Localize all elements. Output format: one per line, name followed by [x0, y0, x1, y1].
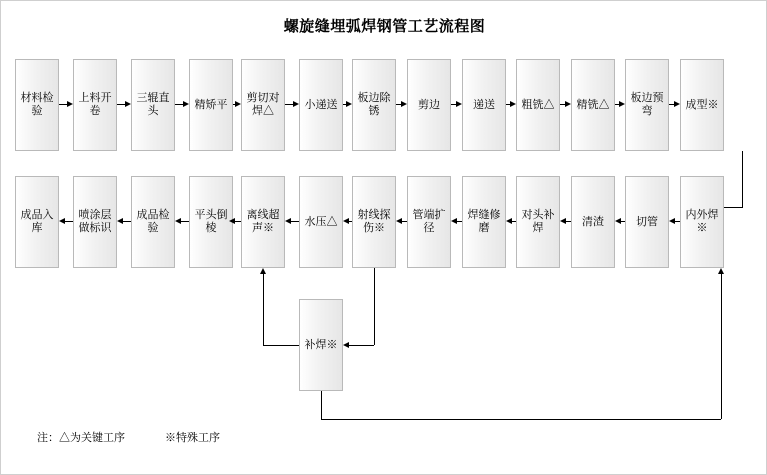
node-label: 上料开卷 — [78, 92, 112, 117]
node-label: 水压△ — [304, 215, 338, 228]
arrowhead — [510, 101, 516, 107]
node-delivery[interactable] — [462, 59, 506, 151]
arrow-r2-7-6 — [349, 221, 352, 222]
node-shear-butt-weld[interactable] — [241, 59, 285, 151]
arrowhead — [560, 218, 566, 224]
arrowhead — [718, 268, 724, 274]
node-finished-product-storage[interactable] — [15, 176, 59, 268]
arrowhead — [285, 218, 291, 224]
node-label: 三辊直头 — [136, 92, 170, 117]
node-pipe-cutting[interactable] — [625, 176, 669, 268]
node-label: 补焊※ — [304, 338, 338, 351]
connector-row1-to-row2-h — [724, 207, 743, 208]
branch-repair-bottom-h — [321, 419, 721, 420]
node-label: 射线探伤※ — [357, 209, 391, 234]
node-uncoiling[interactable] — [73, 59, 117, 151]
node-label: 板边除锈 — [357, 92, 391, 117]
node-label: 材料检验 — [20, 92, 54, 117]
arrowhead — [343, 342, 349, 348]
node-inner-outer-welding[interactable] — [680, 176, 724, 268]
arrowhead — [615, 218, 621, 224]
arrowhead — [175, 218, 181, 224]
arrowhead — [125, 101, 131, 107]
arrowhead — [674, 101, 680, 107]
node-label: 清渣 — [582, 215, 604, 228]
arrow-3-4 — [175, 104, 183, 105]
legend-key-process: △为关键工序 — [59, 432, 125, 444]
node-precision-leveling[interactable] — [189, 59, 233, 151]
legend-special-process: ※特殊工序 — [165, 432, 220, 444]
branch-rt-down — [374, 268, 375, 345]
arrowhead — [565, 101, 571, 107]
arrowhead — [619, 101, 625, 107]
node-butt-repair-welding[interactable] — [516, 176, 560, 268]
node-label: 剪切对焊△ — [246, 92, 280, 117]
branch-rt-to-repair — [349, 345, 374, 346]
arrow-r2-4-3 — [181, 221, 189, 222]
arrowhead — [229, 218, 235, 224]
node-material-inspection[interactable] — [15, 59, 59, 151]
arrowhead — [117, 218, 123, 224]
arrow-r2-11-10 — [566, 221, 571, 222]
arrowhead — [346, 101, 352, 107]
node-label: 成型※ — [685, 98, 719, 111]
node-offline-ultrasonic[interactable] — [241, 176, 285, 268]
arrow-r2-13-12 — [675, 221, 680, 222]
node-label: 粗铣△ — [521, 98, 555, 111]
node-forming[interactable] — [680, 59, 724, 151]
node-label: 焊缝修磨 — [467, 209, 501, 234]
arrowhead — [506, 218, 512, 224]
arrowhead — [343, 218, 349, 224]
branch-repair-to-ultrasonic-v — [263, 274, 264, 345]
node-weld-seam-grinding[interactable] — [462, 176, 506, 268]
arrow-r2-9-8 — [457, 221, 462, 222]
legend — [37, 429, 220, 445]
arrowhead — [235, 101, 241, 107]
arrow-r2-5-4 — [235, 221, 241, 222]
arrow-r2-2-1 — [65, 221, 73, 222]
node-label: 递送 — [473, 98, 495, 111]
node-radiographic-testing[interactable] — [352, 176, 396, 268]
node-label: 精矫平 — [194, 98, 228, 111]
arrowhead — [669, 218, 675, 224]
node-label: 喷涂层做标识 — [78, 209, 112, 234]
node-repair-welding[interactable] — [299, 299, 343, 391]
node-facing-beveling[interactable] — [189, 176, 233, 268]
branch-repair-bottom-v — [321, 391, 322, 419]
node-fine-milling[interactable] — [571, 59, 615, 151]
legend-prefix: 注： — [37, 432, 59, 444]
node-label: 精铣△ — [576, 98, 610, 111]
arrowhead — [260, 268, 266, 274]
node-pipe-end-expanding[interactable] — [407, 176, 451, 268]
arrowhead — [396, 218, 402, 224]
node-rough-milling[interactable] — [516, 59, 560, 151]
arrow-5-6 — [285, 104, 293, 105]
node-label: 内外焊※ — [685, 209, 719, 234]
node-edge-derusting[interactable] — [352, 59, 396, 151]
arrowhead — [456, 101, 462, 107]
node-label: 剪边 — [418, 98, 440, 111]
node-hydrostatic-test[interactable] — [299, 176, 343, 268]
arrow-r2-3-2 — [123, 221, 131, 222]
arrowhead — [401, 101, 407, 107]
node-slag-cleaning[interactable] — [571, 176, 615, 268]
arrow-r2-6-5 — [291, 221, 299, 222]
node-coating-marking[interactable] — [73, 176, 117, 268]
connector-row1-to-row2 — [742, 151, 743, 207]
node-label: 成品检验 — [136, 209, 170, 234]
node-edge-prebending[interactable] — [625, 59, 669, 151]
arrowhead — [293, 101, 299, 107]
page-title: 螺旋缝埋弧焊钢管工艺流程图 — [283, 18, 486, 35]
node-edge-trimming[interactable] — [407, 59, 451, 151]
node-small-feed[interactable] — [299, 59, 343, 151]
arrowhead — [59, 218, 65, 224]
arrow-1-2 — [59, 104, 67, 105]
branch-repair-to-ultrasonic-h — [263, 345, 299, 346]
arrow-r2-10-9 — [512, 221, 516, 222]
arrow-r2-12-11 — [621, 221, 625, 222]
arrow-r2-8-7 — [402, 221, 407, 222]
arrowhead — [67, 101, 73, 107]
node-label: 管端扩径 — [412, 209, 446, 234]
arrowhead — [451, 218, 457, 224]
branch-repair-return-v — [721, 274, 722, 419]
node-label: 成品入库 — [20, 209, 54, 234]
node-three-roll-straighten[interactable] — [131, 59, 175, 151]
node-label: 离线超声※ — [246, 209, 280, 234]
node-label: 小递送 — [304, 98, 338, 111]
arrow-2-3 — [117, 104, 125, 105]
node-label: 对头补焊 — [521, 209, 555, 234]
node-label: 平头倒棱 — [194, 209, 228, 234]
arrowhead — [183, 101, 189, 107]
node-label: 切管 — [636, 215, 658, 228]
node-label: 板边预弯 — [630, 92, 664, 117]
node-final-inspection[interactable] — [131, 176, 175, 268]
